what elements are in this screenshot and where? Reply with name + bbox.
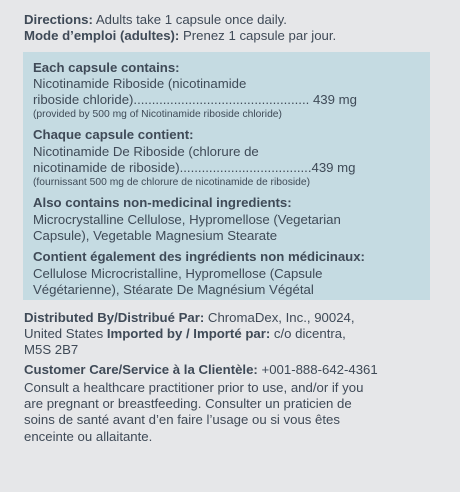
each-capsule-line1: Nicotinamide Riboside (nicotinamide — [33, 75, 247, 91]
consult-line: enceinte ou allaitante. — [24, 428, 153, 444]
non-medicinal-fr-line1: Cellulose Microcristalline, Hypromellose (Capsule — [33, 265, 323, 281]
distribution-line2 — [24, 326, 438, 342]
each-capsule-line2: riboside chloride)................................................ 439 mg — [33, 92, 357, 108]
non-medicinal-fr-block — [33, 249, 420, 298]
non-medicinal-en-line1: Microcrystalline Cellulose, Hypromellose (Vegetarian — [33, 211, 341, 227]
directions-fr-text: Prenez 1 capsule par jour. — [179, 28, 337, 44]
distribution-line1 — [24, 310, 438, 326]
distributed-by-label: Distributed By/Distribué Par: — [24, 309, 205, 325]
each-capsule-note: (provided by 500 mg of Nicotinamide riboside chloride) — [33, 109, 282, 121]
non-medicinal-fr-line2: Végétarienne), Stéarate De Magnésium Végétal — [33, 281, 314, 297]
chaque-capsule-line2: nicotinamide de riboside)....................................439 mg — [33, 160, 356, 176]
consult-line: Consult a healthcare practitioner prior to use, and/or if you — [24, 379, 364, 395]
importer-text: c/o dicentra, — [270, 325, 346, 341]
non-medicinal-fr-heading: Contient également des ingrédients non médicinaux: — [33, 249, 365, 265]
consult-section — [24, 380, 438, 445]
consult-line: soins de santé avant d’en faire l’usage ou si vous êtes — [24, 412, 340, 428]
directions-en-label: Directions: — [24, 12, 93, 27]
distribution-line3: M5S 2B7 — [24, 342, 79, 358]
customer-care-label: Customer Care/Service à la Clientèle: — [24, 362, 258, 378]
chaque-capsule-note: (fournissant 500 mg de chlorure de nicotinamide de riboside) — [33, 177, 311, 189]
directions-section — [24, 12, 438, 45]
distributor-country: United States — [24, 325, 107, 341]
chaque-capsule-block — [33, 127, 420, 190]
non-medicinal-en-block — [33, 195, 420, 244]
non-medicinal-en-line2: Capsule), Vegetable Magnesium Stearate — [33, 227, 278, 243]
each-capsule-block — [33, 60, 420, 123]
distribution-section — [24, 310, 438, 359]
directions-fr-label: Mode d’emploi (adultes): — [24, 28, 180, 44]
directions-en-text: Adults take 1 capsule once daily. — [92, 12, 287, 27]
imported-by-label: Imported by / Importé par: — [106, 325, 271, 341]
customer-care-section — [24, 362, 438, 378]
non-medicinal-en-heading: Also contains non-medicinal ingredients: — [33, 195, 292, 211]
each-capsule-heading: Each capsule contains: — [33, 59, 180, 75]
directions-en — [24, 12, 438, 28]
ingredients-panel — [23, 52, 430, 300]
customer-care-line — [24, 362, 438, 378]
chaque-capsule-line1: Nicotinamide De Riboside (chlorure de — [33, 143, 259, 159]
chaque-capsule-heading: Chaque capsule contient: — [33, 127, 194, 143]
consult-line: are pregnant or breastfeeding. Consulter un praticien de — [24, 396, 352, 412]
directions-fr — [24, 28, 438, 44]
customer-care-phone: +001-888-642-4361 — [257, 362, 378, 378]
distributor-text: ChromaDex, Inc., 90024, — [204, 309, 355, 325]
